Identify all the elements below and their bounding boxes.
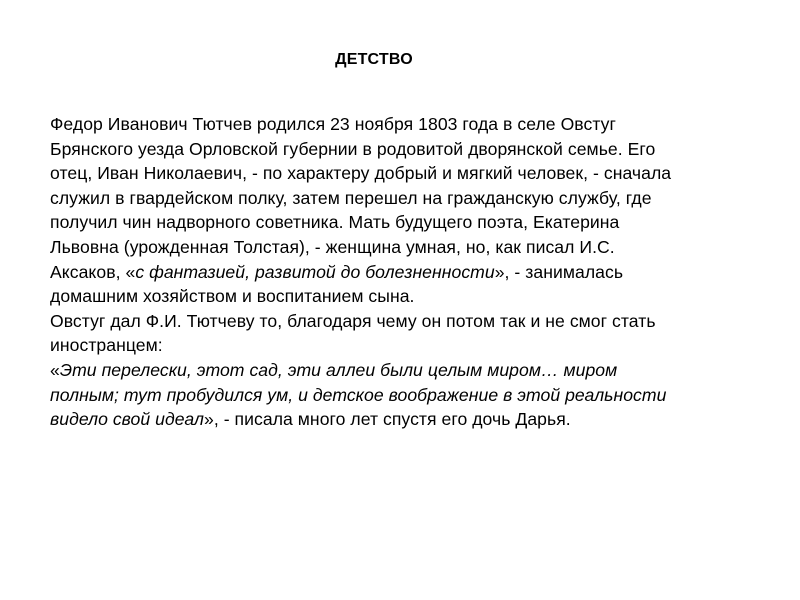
text-segment: Львовна (урожденная Толстая), - женщина умная, но, как писал И.С. <box>50 236 615 257</box>
text-segment: Аксаков, « <box>50 261 136 282</box>
text-segment: », - занималась <box>494 261 624 282</box>
slide-title: ДЕТСТВО <box>335 51 413 68</box>
text-line <box>50 161 766 186</box>
text-segment: служил в гвардейском полку, затем перешел на гражданскую службу, где <box>50 187 652 208</box>
text-segment: получил чин надворного советника. Мать будущего поэта, Екатерина <box>50 212 620 233</box>
paragraph-ovstug <box>50 309 766 432</box>
quote-segment: полным; тут пробудился ум, и детское воображение в этой реальности <box>50 384 667 405</box>
text-segment: Федор Иванович Тютчев родился 23 ноября 1803 года в селе Овстуг <box>50 114 616 134</box>
text-line <box>50 358 766 383</box>
text-line <box>50 309 766 334</box>
text-segment: « <box>50 359 60 380</box>
text-segment: », - писала много лет спустя его дочь Дарья. <box>204 409 571 430</box>
text-segment: отец, Иван Николаевич, - по характеру добрый и мягкий человек, - сначала <box>50 163 672 184</box>
text-line <box>50 407 766 432</box>
text-line <box>50 260 766 285</box>
quote-segment: видело свой идеал <box>50 409 204 430</box>
body-text <box>50 112 766 432</box>
text-segment: иностранцем: <box>50 335 163 356</box>
text-line <box>50 112 766 137</box>
text-line <box>50 235 766 260</box>
text-line <box>50 333 766 358</box>
quote-segment: с фантазией, развитой до болезненности <box>135 261 495 282</box>
text-line <box>50 383 766 408</box>
paragraph-biography <box>50 112 766 309</box>
text-segment: Овстуг дал Ф.И. Тютчеву то, благодаря чему он потом так и не смог стать <box>50 310 656 331</box>
text-line <box>50 186 766 211</box>
quote-segment: Эти перелески, этот сад, эти аллеи были целым миром… миром <box>59 359 618 380</box>
text-line <box>50 284 766 309</box>
text-line <box>50 137 766 162</box>
text-segment: домашним хозяйством и воспитанием сына. <box>50 286 415 307</box>
text-line <box>50 210 766 235</box>
text-segment: Брянского уезда Орловской губернии в родовитой дворянской семье. Его <box>50 138 656 159</box>
